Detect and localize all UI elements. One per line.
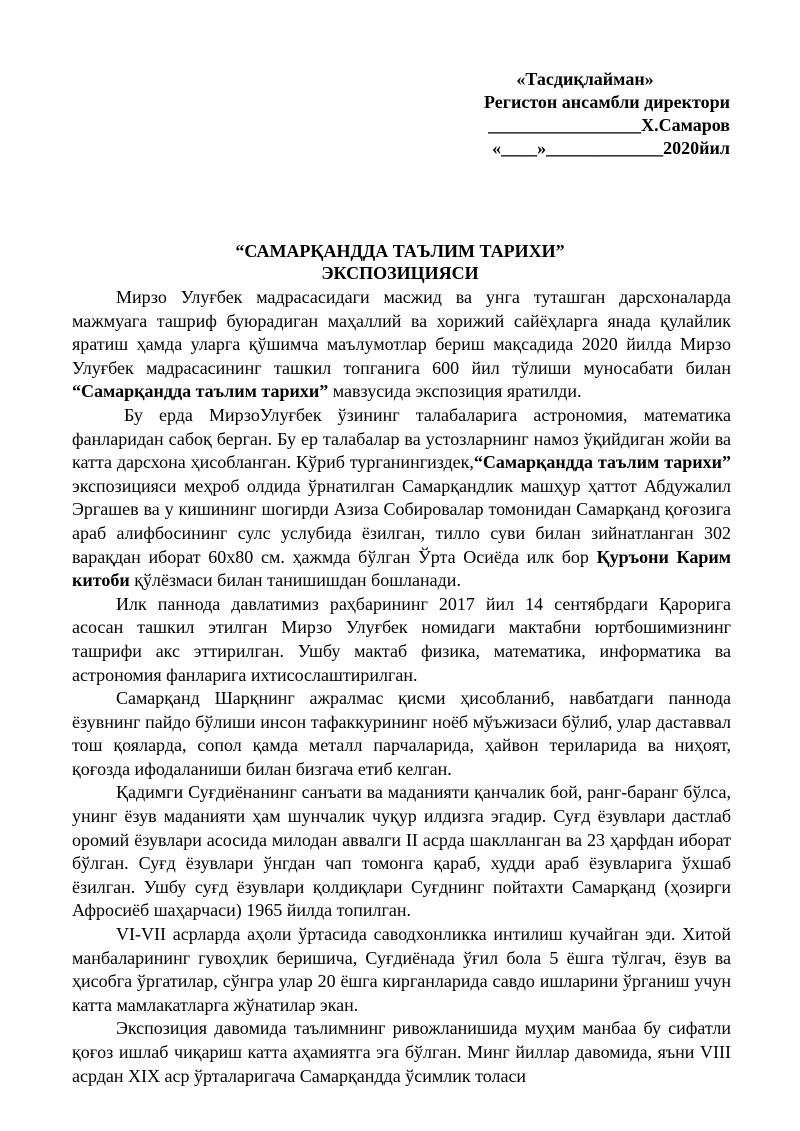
date-quote-close: »	[537, 138, 547, 158]
exposition-name-bold: “Самарқандда таълим тарихи”	[72, 381, 329, 402]
paragraph-5: Қадимги Суғдиёнанинг санъати ва маданияти қанчалик бой, ранг-баранг бўлса, унинг ёзув маданияти ҳам шунчалик чуқур илдизга эгадир. Суғд ёзувлари дастлаб оромий ёзувлари асосида милодан аввалги II асрда шаклланган ва 23 ҳарфдан иборат бўлган. Суғд ёзувлари ўнгдан чап томонга қараб, худди араб ёзувларига ўхшаб ёзилган. Ушбу суғд ёзувлари қолдиқлари Суғднинг пойтахти Самарқанд (ҳозирги Афросиёб шаҳарчаси) 1965 йилда топилган.	[72, 782, 731, 921]
director-name: Х.Самаров	[641, 115, 730, 135]
document-title	[0, 240, 800, 284]
quran-title-bold: Қуръони Карим китоби	[72, 546, 731, 591]
paragraph-1	[72, 286, 731, 404]
paragraph-1-text-a: Мирзо Улуғбек мадрасасидаги масжид ва унга туташган дарсхоналарда мажмуага ташриф буюрадиган маҳаллий ва хорижий сайёҳларга янада қулайлик яратиш ҳамда уларга қўшимча маълумотлар бериш мақсадида 2020 йилда Мирзо Улуғбек мадрасасининг ташкил топганига 600 йил тўлиши муносабати билан	[72, 287, 731, 378]
exposition-name-bold-2: “Самарқандда таълим тарихи”	[473, 452, 732, 473]
approval-block	[430, 68, 730, 160]
paragraph-2-text-c: экспозицияси меҳроб олдида ўрнатилган Самарқандлик машҳур ҳаттот Абдужалил Эргашев ва у кишининг шогирди Азиза Собировалар томонидан Самарқанд қоғозига араб алифбосининг сулс услубида ёзилган, тилло суви билан зийнатланган 302 варақдан иборат 60х80 см. ҳажмда бўлган Ўрта Осиёда илк бор	[72, 475, 731, 567]
paragraph-4: Самарқанд Шарқнинг ажралмас қисми ҳисобланиб, навбатдаги паннода ёзувнинг пайдо бўлиши инсон тафаккурининг ноёб мўъжизаси бўлиб, улар даставвал тош қояларда, сопол қамда металл парчаларида, ҳайвон териларида ва ниҳоят, қоғозда ифодаланиши билан бизгача етиб келган.	[72, 688, 731, 779]
title-line-1: “САМАРҚАНДДА ТАЪЛИМ ТАРИХИ”	[235, 241, 565, 261]
paragraph-2-text-e: қўлёзмаси билан танишишдан бошланади.	[129, 570, 461, 591]
paragraph-1-text-c: мавзусида экспозиция яратилди.	[328, 381, 582, 402]
approval-signature-line	[430, 114, 730, 137]
signature-blank: _________________	[488, 115, 642, 135]
date-quote-open: «	[492, 138, 502, 158]
month-blank: _____________	[546, 138, 664, 158]
approval-heading: «Тасдиқлайман»	[516, 69, 654, 89]
paragraph-2	[72, 404, 731, 593]
approval-year: 2020йил	[663, 138, 730, 158]
paragraph-2-text-a: Бу ерда МирзоУлуғбек ўзининг талабаларига астрономия, математика фанларидан сабоқ берган. Бу ер талабалар ва устозларнинг намоз ўқийдиган жойи ва катта дарсхона ҳисобланган. Кўриб турганингиздек,	[72, 404, 731, 473]
paragraph-3: Илк паннода давлатимиз раҳбарининг 2017 йил 14 сентябрдаги Қарорига асосан ташкил этилган Мирзо Улуғбек номидаги мактабни юртбошимизнинг ташрифи акс эттирилган. Ушбу мактаб физика, математика, информатика ва астрономия фанларига ихтисослаштирилган.	[72, 593, 731, 685]
approval-date-line	[430, 137, 730, 160]
paragraph-6: VI-VII асрларда аҳоли ўртасида саводхонликка интилиш кучайган эди. Хитой манбаларининг гувоҳлик беришича, Суғдиёнада ўғил бола 5 ёшга тўлгач, ёзув ва ҳисобга ўргатилар, сўнгра улар 20 ёшга кирганларида савдо ишларини ўрганиш учун катта мамлакатларга жўнатилар экан.	[72, 924, 731, 1015]
approval-position: Регистон ансамбли директори	[484, 92, 730, 112]
day-blank: ____	[501, 138, 538, 158]
document-body	[72, 286, 731, 1088]
title-line-2: ЭКСПОЗИЦИЯСИ	[321, 263, 479, 283]
paragraph-7: Экспозиция давомида таълимнинг ривожланишида муҳим манбаа бу сифатли қоғоз ишлаб чиқариш катта аҳамиятга эга бўлган. Минг йиллар давомида, яъни VIII асрдан XIX аср ўрталаригача Самарқандда ўсимлик толаси	[72, 1018, 731, 1086]
